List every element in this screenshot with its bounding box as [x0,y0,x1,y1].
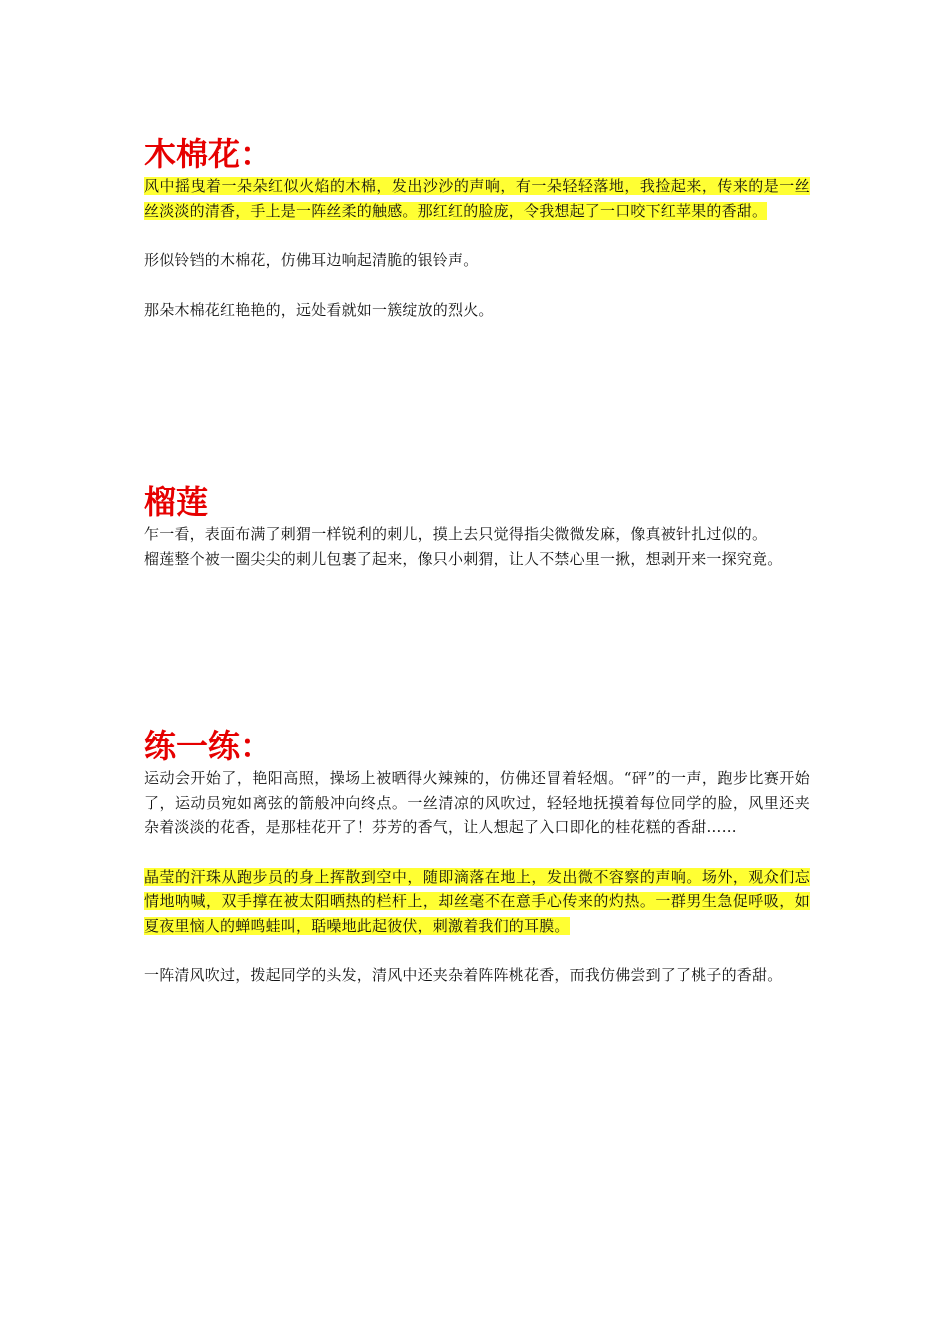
paragraph: 榴莲整个被一圈尖尖的刺儿包裹了起来，像只小刺猬，让人不禁心里一揪，想剥开来一探究竟。 [144,549,783,568]
paragraph: 形似铃铛的木棉花，仿佛耳边响起清脆的银铃声。 [144,251,479,269]
paragraph [144,865,810,939]
paragraph [144,174,810,223]
paragraph: 乍一看，表面布满了刺猬一样锐利的刺儿，摸上去只觉得指尖微微发麻，像真被针扎过似的。 [144,525,768,543]
paragraph: 那朵木棉花红艳艳的，远处看就如一簇绽放的烈火。 [144,300,494,319]
highlighted-text: 晶莹的汗珠从跑步员的身上挥散到空中，随即滴落在地上，发出微不容察的声响。场外，观众们忘情地呐喊，双手撑在被太阳晒热的栏杆上，却丝毫不在意手心传来的灼热。一群男生急促呼吸，如夏夜里恼人的蝉鸣蛙叫，聒噪地此起彼伏，刺激着我们的耳膜。 [144,867,810,935]
section-heading: 榴莲 [144,483,209,521]
highlighted-text: 风中摇曳着一朵朵红似火焰的木棉，发出沙沙的声响，有一朵轻轻落地，我捡起来，传来的是一丝丝淡淡的清香，手上是一阵丝柔的触感。那红红的脸庞，令我想起了一口咬下红苹果的香甜。 [144,177,810,220]
paragraph: 一阵清风吹过，拨起同学的头发，清风中还夹杂着阵阵桃花香，而我仿佛尝到了了桃子的香甜。 [144,966,783,984]
section-heading: 木棉花： [144,135,273,173]
paragraph: 运动会开始了，艳阳高照，操场上被晒得火辣辣的，仿佛还冒着轻烟。“砰”的一声，跑步比赛开始了，运动员宛如离弦的箭般冲向终点。一丝清凉的风吹过，轻轻地抚摸着每位同学的脸，风里还夹杂着淡淡的花香，是那桂花开了！芬芳的香气，让人想起了入口即化的桂花糕的香甜…… [144,769,810,836]
section-practice [144,726,810,988]
section-durian [144,482,810,571]
section-kapok [144,134,810,322]
section-heading: 练一练： [144,727,273,765]
